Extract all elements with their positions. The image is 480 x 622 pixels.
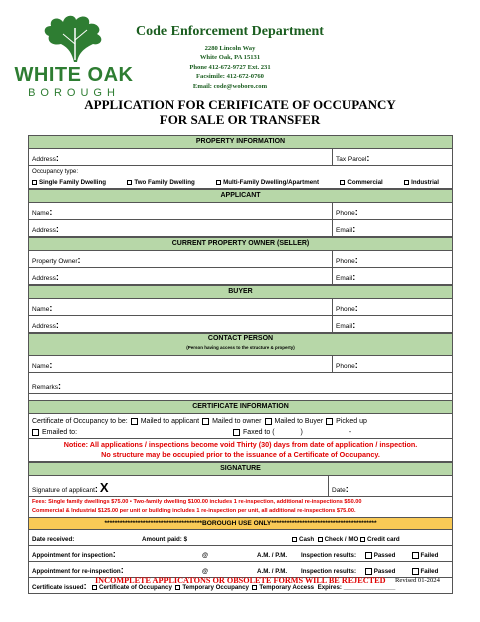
ampm-label: A.M. / P.M. bbox=[257, 568, 288, 575]
borough-logo bbox=[14, 14, 134, 104]
fax-separator: ) bbox=[300, 428, 303, 436]
email-line: Email: code@woboro.com bbox=[192, 82, 268, 90]
mailed-buyer-label: Mailed to Buyer bbox=[274, 417, 324, 425]
section-header-signature: SIGNATURE bbox=[28, 462, 453, 476]
signature-date-field[interactable]: Date : bbox=[328, 476, 452, 496]
checkbox-mailed-owner[interactable] bbox=[202, 418, 209, 425]
logo-text-sub: BOROUGH bbox=[28, 87, 120, 99]
option-cash[interactable]: Cash bbox=[292, 536, 314, 543]
buyer-address-field[interactable]: Address: bbox=[32, 320, 59, 330]
address-line1: 2280 Lincoln Way bbox=[204, 45, 256, 52]
owner-email-field[interactable]: Email : bbox=[332, 268, 452, 284]
section-header-certificate: CERTIFICATE INFORMATION bbox=[28, 400, 453, 414]
owner-row-2 bbox=[28, 268, 453, 285]
property-address-field[interactable]: Address: bbox=[32, 153, 59, 163]
owner-name-field[interactable]: Property Owner: bbox=[32, 255, 81, 265]
checkbox-failed[interactable] bbox=[412, 568, 419, 575]
option-check[interactable]: Check / MO bbox=[318, 536, 359, 543]
form-title bbox=[0, 97, 480, 127]
applicant-phone-field[interactable]: Phone : bbox=[332, 203, 452, 219]
appointment-row bbox=[28, 546, 453, 562]
option-commercial[interactable]: Commercial bbox=[340, 179, 382, 186]
results-label: Inspection results: bbox=[301, 568, 357, 575]
occupancy-type-row bbox=[28, 166, 453, 189]
emailed-to-label: Emailed to: bbox=[42, 428, 78, 436]
fax-dash: - bbox=[348, 428, 352, 436]
owner-address-field[interactable]: Address: bbox=[32, 272, 59, 282]
applicant-row-2 bbox=[28, 220, 453, 237]
option-temp-access[interactable]: Temporary Access bbox=[252, 584, 314, 591]
faxed-to-label: Faxed to ( bbox=[243, 428, 275, 436]
option-single-family[interactable]: Single Family Dwelling bbox=[32, 179, 106, 186]
application-form bbox=[28, 135, 453, 594]
section-header-buyer: BUYER bbox=[28, 285, 453, 299]
logo-text-main: WHITE OAK bbox=[14, 64, 134, 86]
form-title-line2: FOR SALE OR TRANSFER bbox=[159, 112, 321, 127]
rejection-warning: INCOMPLETE APPLICATONS OR OBSOLETE FORMS WILL BE REJECTED bbox=[95, 576, 386, 585]
borough-use-banner: **************************************BOROUGH USE ONLY***************************************** bbox=[28, 518, 453, 530]
checkbox[interactable] bbox=[404, 180, 409, 185]
section-header-contact bbox=[28, 333, 453, 356]
address-line2: White Oak, PA 15131 bbox=[199, 54, 261, 62]
checkbox[interactable] bbox=[127, 180, 132, 185]
occupancy-type-label: Occupancy type: bbox=[32, 168, 79, 175]
notice-line1: Notice: All applications / inspections become void Thirty (30) days from date of application / inspection. bbox=[63, 440, 418, 449]
checkbox[interactable] bbox=[32, 180, 37, 185]
notice-text bbox=[28, 439, 453, 462]
option-credit[interactable]: Credit card bbox=[360, 536, 400, 543]
applicant-address-field[interactable]: Address: bbox=[32, 224, 59, 234]
fees-line1: Fees: Single family dwellings $75.00 • Two-family dwelling $100.00 includes 1 re-inspection, additional re-inspections $50.00 bbox=[32, 499, 362, 505]
failed-label: Failed bbox=[420, 552, 439, 559]
contact-phone-field[interactable]: Phone : bbox=[332, 356, 452, 372]
tax-parcel-field[interactable]: Tax Parcel : bbox=[332, 149, 452, 165]
buyer-row-2 bbox=[28, 316, 453, 333]
department-contact bbox=[130, 44, 330, 91]
checkbox-mailed-applicant[interactable] bbox=[131, 418, 138, 425]
office-payment-row bbox=[28, 530, 453, 546]
picked-up-label: Picked up bbox=[336, 417, 367, 425]
fax-line: Facsimile: 412-672-0760 bbox=[196, 73, 264, 81]
mailed-applicant-label: Mailed to applicant bbox=[140, 417, 200, 425]
passed-label: Passed bbox=[373, 568, 396, 575]
contact-header-title: CONTACT PERSON bbox=[207, 335, 274, 342]
signature-row bbox=[28, 476, 453, 497]
notice-line2: No structure may be occupied prior to the issuance of a Certificate of Occupancy. bbox=[101, 450, 380, 459]
checkbox-emailed[interactable] bbox=[32, 429, 39, 436]
buyer-email-field[interactable]: Email : bbox=[332, 316, 452, 332]
at-sign: @ bbox=[202, 552, 209, 559]
option-cert-occupancy[interactable]: Certificate of Occupancy bbox=[92, 584, 172, 591]
option-industrial[interactable]: Industrial bbox=[404, 179, 439, 186]
certificate-to-be-label: Certificate of Occupancy to be: bbox=[32, 417, 128, 425]
contact-header-subtitle: (Person having access to the structure & property) bbox=[186, 345, 295, 350]
checkbox-mailed-buyer[interactable] bbox=[265, 418, 272, 425]
signature-field[interactable]: Signature of applicant : X bbox=[32, 480, 109, 495]
revision-date: Revised 01-2024 bbox=[395, 577, 440, 584]
buyer-phone-field[interactable]: Phone : bbox=[332, 299, 452, 315]
appointment-label: Appointment for inspection: bbox=[32, 549, 116, 559]
signature-mark: X bbox=[99, 480, 109, 495]
buyer-name-field[interactable]: Name: bbox=[32, 303, 53, 313]
reinspection-label: Appointment for re-inspection: bbox=[32, 565, 124, 575]
failed-label: Failed bbox=[420, 568, 439, 575]
expires-field[interactable]: Expires: _______________ bbox=[317, 584, 396, 591]
section-header-applicant: APPLICANT bbox=[28, 189, 453, 203]
option-temp-occupancy[interactable]: Temporary Occupancy bbox=[175, 584, 249, 591]
mailed-owner-label: Mailed to owner bbox=[212, 417, 262, 425]
owner-row-1 bbox=[28, 251, 453, 268]
fees-text bbox=[28, 497, 453, 518]
buyer-row-1 bbox=[28, 299, 453, 316]
checkbox-passed[interactable] bbox=[365, 552, 372, 559]
owner-phone-field[interactable]: Phone : bbox=[332, 251, 452, 267]
option-two-family[interactable]: Two Family Dwelling bbox=[127, 179, 194, 186]
section-header-property: PROPERTY INFORMATION bbox=[28, 135, 453, 149]
remarks-row bbox=[28, 373, 453, 394]
fees-line2: Commercial & Industrial $125.00 per unit or building includes 1 re-inspection per unit, all additional re-inspections $75.00. bbox=[32, 508, 356, 514]
property-address-row bbox=[28, 149, 453, 166]
certificate-delivery bbox=[28, 414, 453, 439]
issued-label: Certificate issued: bbox=[32, 581, 87, 591]
date-received-label: Date received: bbox=[32, 536, 75, 543]
results-label: Inspection results: bbox=[301, 552, 357, 559]
applicant-name-field[interactable]: Name: bbox=[32, 207, 53, 217]
contact-row bbox=[28, 356, 453, 373]
passed-label: Passed bbox=[373, 552, 396, 559]
checkbox[interactable] bbox=[340, 180, 345, 185]
phone-line: Phone 412-672-9727 Ext. 231 bbox=[189, 63, 271, 71]
form-title-line1: APPLICATION FOR CERIFICATE OF OCCUPANCY bbox=[84, 97, 396, 112]
checkbox[interactable] bbox=[216, 180, 221, 185]
remarks-field[interactable]: Remarks: bbox=[32, 381, 62, 391]
checkbox-passed[interactable] bbox=[365, 568, 372, 575]
option-multi-family[interactable]: Multi-Family Dwelling/Apartment bbox=[216, 179, 319, 186]
department-title: Code Enforcement Department bbox=[136, 24, 324, 39]
section-header-owner: CURRENT PROPERTY OWNER (SELLER) bbox=[28, 237, 453, 251]
oak-leaf-icon bbox=[39, 14, 109, 64]
amount-paid-label: Amount paid: $ bbox=[142, 536, 188, 543]
ampm-label: A.M. / P.M. bbox=[257, 552, 288, 559]
at-sign: @ bbox=[202, 568, 209, 575]
applicant-row-1 bbox=[28, 203, 453, 220]
checkbox-faxed[interactable] bbox=[233, 429, 240, 436]
checkbox-failed[interactable] bbox=[412, 552, 419, 559]
applicant-email-field[interactable]: Email : bbox=[332, 220, 452, 236]
checkbox-picked-up[interactable] bbox=[326, 418, 333, 425]
contact-name-field[interactable]: Name: bbox=[32, 360, 53, 370]
